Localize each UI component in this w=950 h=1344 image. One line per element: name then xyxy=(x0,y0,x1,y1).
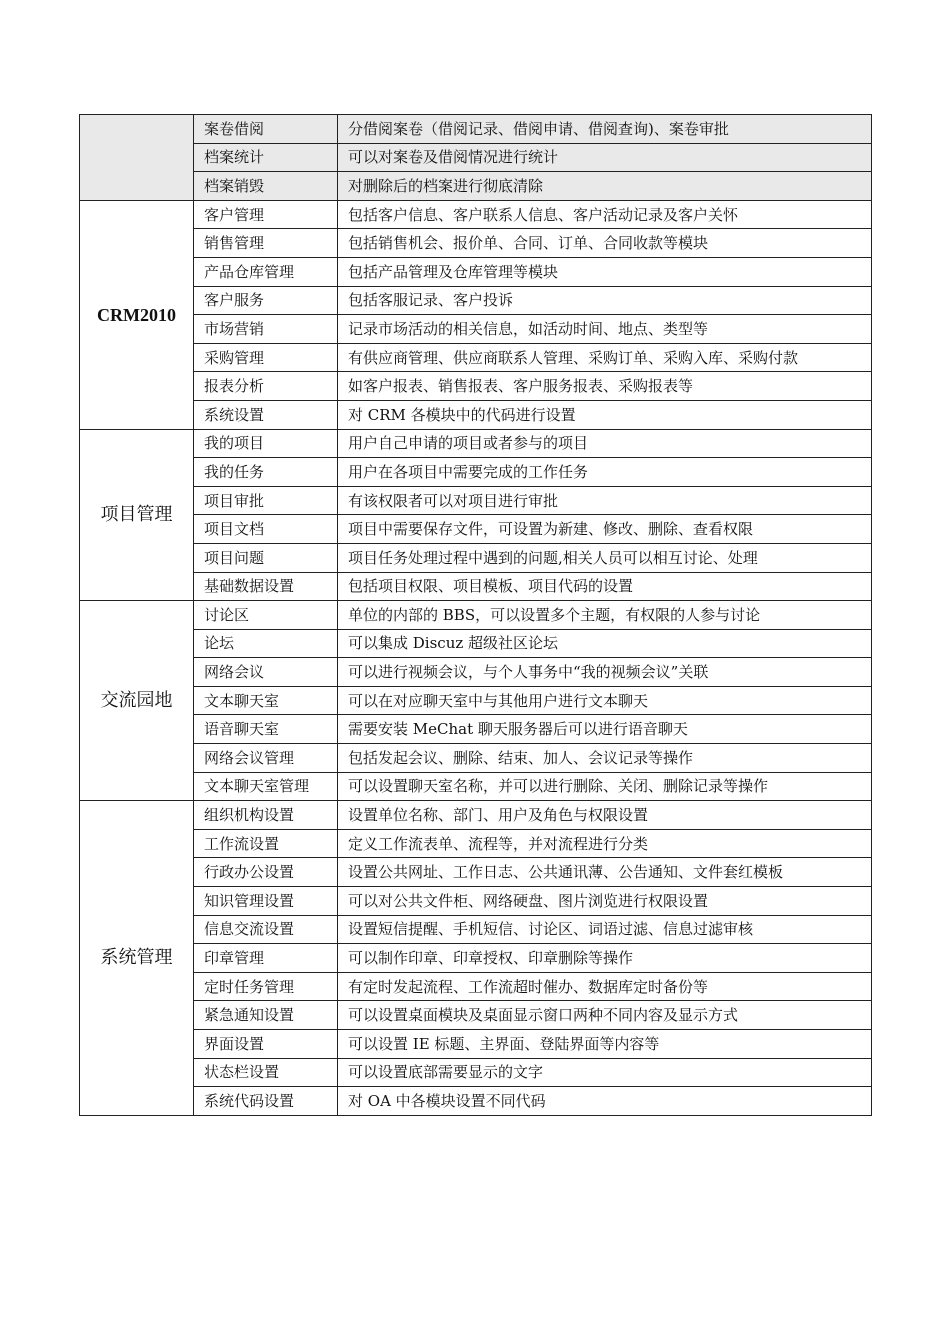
module-description-cell: 包括销售机会、报价单、合同、订单、合同收款等模块 xyxy=(338,229,872,258)
table-row xyxy=(80,172,872,201)
group-title-cell: CRM2010 xyxy=(80,200,194,429)
group-title-cell: 交流园地 xyxy=(80,601,194,801)
module-description-cell: 对 OA 中各模块设置不同代码 xyxy=(338,1087,872,1116)
module-name-cell: 产品仓库管理 xyxy=(194,257,338,286)
module-table xyxy=(79,114,872,1116)
module-description-cell: 如客户报表、销售报表、客户服务报表、采购报表等 xyxy=(338,372,872,401)
table-row xyxy=(80,115,872,144)
module-name-cell: 文本聊天室 xyxy=(194,686,338,715)
module-description-cell: 设置公共网址、工作日志、公共通讯薄、公告通知、文件套红模板 xyxy=(338,858,872,887)
module-description-cell: 用户自己申请的项目或者参与的项目 xyxy=(338,429,872,458)
module-name-cell: 项目审批 xyxy=(194,486,338,515)
group-title-cell: 项目管理 xyxy=(80,429,194,601)
table-row xyxy=(80,143,872,172)
table-row xyxy=(80,1030,872,1059)
module-name-cell: 文本聊天室管理 xyxy=(194,772,338,801)
table-row xyxy=(80,572,872,601)
table-row xyxy=(80,1058,872,1087)
module-name-cell: 客户管理 xyxy=(194,200,338,229)
module-description-cell: 包括发起会议、删除、结束、加人、会议记录等操作 xyxy=(338,744,872,773)
module-name-cell: 论坛 xyxy=(194,629,338,658)
table-row xyxy=(80,944,872,973)
table-row xyxy=(80,829,872,858)
module-name-cell: 我的项目 xyxy=(194,429,338,458)
module-description-cell: 可以在对应聊天室中与其他用户进行文本聊天 xyxy=(338,686,872,715)
table-row xyxy=(80,629,872,658)
module-description-cell: 有供应商管理、供应商联系人管理、采购订单、采购入库、采购付款 xyxy=(338,343,872,372)
module-description-cell: 定义工作流表单、流程等，并对流程进行分类 xyxy=(338,829,872,858)
table-row xyxy=(80,915,872,944)
table-row xyxy=(80,286,872,315)
module-name-cell: 行政办公设置 xyxy=(194,858,338,887)
table-row xyxy=(80,200,872,229)
module-name-cell: 客户服务 xyxy=(194,286,338,315)
table-row xyxy=(80,315,872,344)
module-name-cell: 界面设置 xyxy=(194,1030,338,1059)
group-title-cell: 系统管理 xyxy=(80,801,194,1116)
module-name-cell: 网络会议 xyxy=(194,658,338,687)
module-description-cell: 可以集成 Discuz 超级社区论坛 xyxy=(338,629,872,658)
module-name-cell: 定时任务管理 xyxy=(194,972,338,1001)
table-row xyxy=(80,486,872,515)
table-row xyxy=(80,686,872,715)
module-description-cell: 包括客户信息、客户联系人信息、客户活动记录及客户关怀 xyxy=(338,200,872,229)
module-description-cell: 对删除后的档案进行彻底清除 xyxy=(338,172,872,201)
module-description-cell: 可以设置聊天室名称，并可以进行删除、关闭、删除记录等操作 xyxy=(338,772,872,801)
module-description-cell: 项目任务处理过程中遇到的问题,相关人员可以相互讨论、处理 xyxy=(338,543,872,572)
table-row xyxy=(80,515,872,544)
module-description-cell: 需要安装 MeChat 聊天服务器后可以进行语音聊天 xyxy=(338,715,872,744)
module-name-cell: 紧急通知设置 xyxy=(194,1001,338,1030)
module-name-cell: 档案销毁 xyxy=(194,172,338,201)
table-row xyxy=(80,429,872,458)
table-row xyxy=(80,1087,872,1116)
table-row xyxy=(80,858,872,887)
module-description-cell: 可以设置底部需要显示的文字 xyxy=(338,1058,872,1087)
table-row xyxy=(80,601,872,630)
module-description-cell: 对 CRM 各模块中的代码进行设置 xyxy=(338,400,872,429)
module-name-cell: 项目文档 xyxy=(194,515,338,544)
module-name-cell: 采购管理 xyxy=(194,343,338,372)
module-description-cell: 可以对公共文件柜、网络硬盘、图片浏览进行权限设置 xyxy=(338,887,872,916)
group-title-cell xyxy=(80,115,194,201)
table-row xyxy=(80,744,872,773)
module-name-cell: 报表分析 xyxy=(194,372,338,401)
module-description-cell: 包括项目权限、项目模板、项目代码的设置 xyxy=(338,572,872,601)
module-name-cell: 档案统计 xyxy=(194,143,338,172)
module-description-cell: 可以对案卷及借阅情况进行统计 xyxy=(338,143,872,172)
module-description-cell: 有该权限者可以对项目进行审批 xyxy=(338,486,872,515)
table-row xyxy=(80,1001,872,1030)
module-name-cell: 销售管理 xyxy=(194,229,338,258)
module-description-cell: 可以进行视频会议，与个人事务中“我的视频会议”关联 xyxy=(338,658,872,687)
module-description-cell: 可以制作印章、印章授权、印章删除等操作 xyxy=(338,944,872,973)
module-name-cell: 印章管理 xyxy=(194,944,338,973)
module-name-cell: 组织机构设置 xyxy=(194,801,338,830)
module-name-cell: 基础数据设置 xyxy=(194,572,338,601)
table-row xyxy=(80,257,872,286)
table-row xyxy=(80,772,872,801)
table-row xyxy=(80,801,872,830)
module-description-cell: 有定时发起流程、工作流超时催办、数据库定时备份等 xyxy=(338,972,872,1001)
module-description-cell: 项目中需要保存文件，可设置为新建、修改、删除、查看权限 xyxy=(338,515,872,544)
module-name-cell: 讨论区 xyxy=(194,601,338,630)
module-description-cell: 设置单位名称、部门、用户及角色与权限设置 xyxy=(338,801,872,830)
table-row xyxy=(80,715,872,744)
module-name-cell: 网络会议管理 xyxy=(194,744,338,773)
module-description-cell: 分借阅案卷（借阅记录、借阅申请、借阅查询)、案卷审批 xyxy=(338,115,872,144)
module-description-cell: 包括客服记录、客户投诉 xyxy=(338,286,872,315)
module-name-cell: 知识管理设置 xyxy=(194,887,338,916)
table-row xyxy=(80,400,872,429)
module-name-cell: 工作流设置 xyxy=(194,829,338,858)
table-row xyxy=(80,372,872,401)
module-name-cell: 市场营销 xyxy=(194,315,338,344)
module-name-cell: 项目问题 xyxy=(194,543,338,572)
module-name-cell: 信息交流设置 xyxy=(194,915,338,944)
module-description-cell: 可以设置 IE 标题、主界面、登陆界面等内容等 xyxy=(338,1030,872,1059)
module-name-cell: 我的任务 xyxy=(194,458,338,487)
module-name-cell: 状态栏设置 xyxy=(194,1058,338,1087)
module-description-cell: 用户在各项目中需要完成的工作任务 xyxy=(338,458,872,487)
table-row xyxy=(80,343,872,372)
module-description-cell: 记录市场活动的相关信息，如活动时间、地点、类型等 xyxy=(338,315,872,344)
table-row xyxy=(80,972,872,1001)
module-name-cell: 系统设置 xyxy=(194,400,338,429)
module-name-cell: 案卷借阅 xyxy=(194,115,338,144)
table-row xyxy=(80,229,872,258)
module-description-cell: 设置短信提醒、手机短信、讨论区、词语过滤、信息过滤审核 xyxy=(338,915,872,944)
table-row xyxy=(80,543,872,572)
table-row xyxy=(80,458,872,487)
table-row xyxy=(80,887,872,916)
module-description-cell: 包括产品管理及仓库管理等模块 xyxy=(338,257,872,286)
module-name-cell: 语音聊天室 xyxy=(194,715,338,744)
table-row xyxy=(80,658,872,687)
module-name-cell: 系统代码设置 xyxy=(194,1087,338,1116)
module-table-body xyxy=(80,115,872,1116)
module-description-cell: 单位的内部的 BBS，可以设置多个主题，有权限的人参与讨论 xyxy=(338,601,872,630)
module-description-cell: 可以设置桌面模块及桌面显示窗口两种不同内容及显示方式 xyxy=(338,1001,872,1030)
